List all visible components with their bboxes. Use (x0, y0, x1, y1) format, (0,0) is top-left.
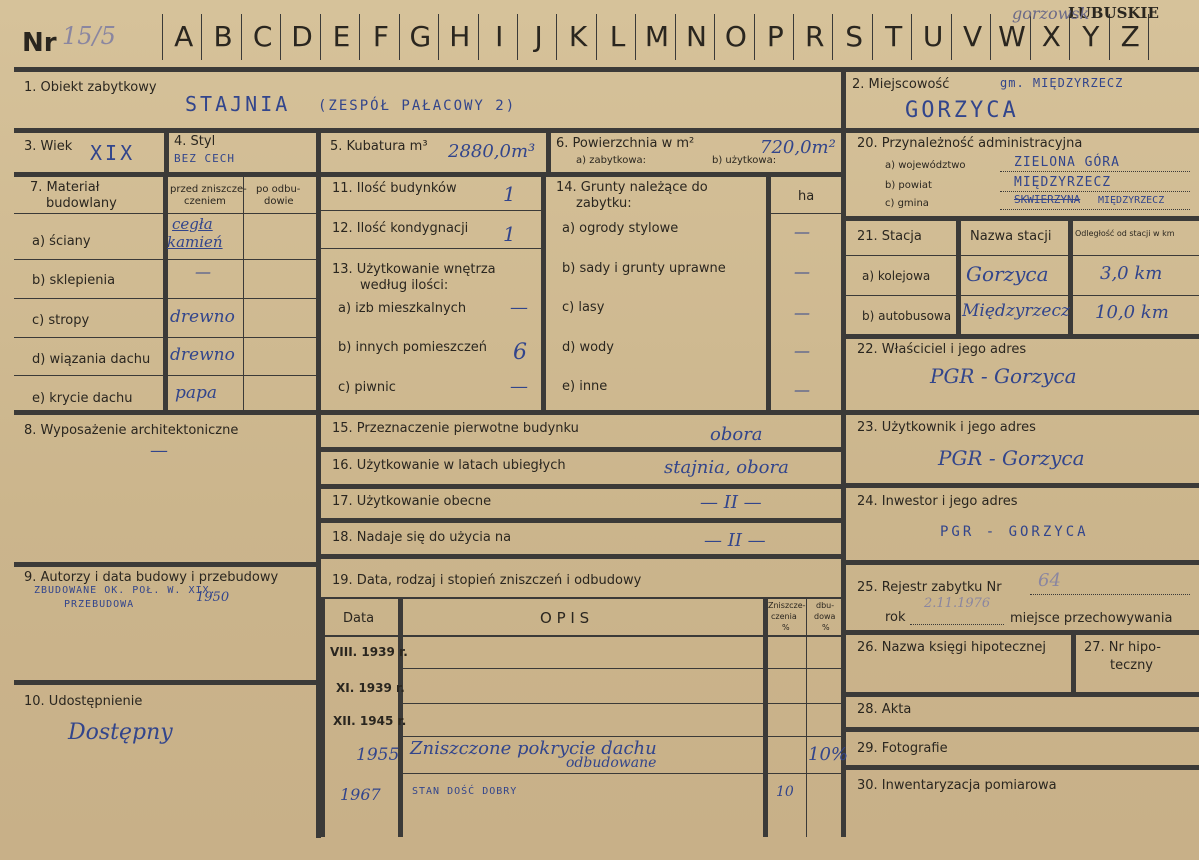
f12-label: 12. Ilość kondygnacji (332, 221, 469, 236)
f25-miejsce: miejsce przechowywania (1010, 611, 1173, 626)
alphabet-divider (793, 14, 794, 60)
f19-row2-date: XI. 1939 r. (336, 681, 405, 695)
f7-row-b-value: — (195, 262, 211, 281)
f8-value: — (150, 440, 168, 461)
f19-col-od2: dowa (814, 612, 836, 621)
alphabet-divider (951, 14, 952, 60)
f20-a-value: ZIELONA GÓRA (1014, 155, 1120, 170)
alphabet-divider (201, 14, 202, 60)
f13-b-label: b) innych pomieszczeń (338, 340, 488, 355)
f3-value: XIX (90, 141, 136, 165)
f19-col-zn3: % (782, 623, 790, 632)
f13-c-value: — (510, 376, 528, 397)
f19-row5-opis: STAN DOŚĆ DOBRY (412, 786, 518, 797)
f19-label: 19. Data, rodzaj i stopień zniszczeń i odbudowy (332, 573, 642, 588)
f7-row-a-value: cegła (172, 215, 213, 233)
f27-label1: 27. Nr hipo- (1084, 640, 1161, 655)
f7-row-d-label: d) wiązania dachu (32, 352, 151, 367)
f19-row4-date: 1955 (356, 745, 400, 765)
f4-label: 4. Styl (174, 134, 216, 149)
region-handwriting: gorzowsk (1012, 4, 1090, 23)
f20-c-note: MIĘDZYRZECZ (1098, 195, 1165, 206)
f21-label: 21. Stacja (857, 229, 922, 244)
f14-row-b-value: — (794, 262, 810, 281)
f2-label: 2. Miejscowość (852, 77, 950, 92)
f6-sub-a: a) zabytkowa: (576, 155, 646, 166)
alphabet-letter-k: K (568, 20, 588, 53)
f29-label: 29. Fotografie (857, 741, 948, 756)
nr-label: Nr (22, 28, 57, 58)
f16-label: 16. Użytkowanie w latach ubiegłych (332, 458, 566, 473)
alphabet-letter-s: S (845, 20, 864, 53)
f24-label: 24. Inwestor i jego adres (857, 494, 1018, 509)
f13-a-value: — (510, 297, 528, 318)
alphabet-divider (556, 14, 557, 60)
f6-value: 720,0m² (760, 137, 836, 158)
f17-value: — II — (700, 492, 762, 513)
f14-label1: 14. Grunty należące do (556, 180, 708, 195)
alphabet-letter-e: E (332, 20, 351, 53)
alphabet-letter-n: N (685, 20, 707, 53)
alphabet-divider (517, 14, 518, 60)
f7-row-e-value: papa (175, 383, 218, 403)
alphabet-letter-t: T (885, 20, 903, 53)
f22-label: 22. Właściciel i jego adres (857, 342, 1027, 357)
f19-col-opis: O P I S (540, 609, 590, 627)
f19-col-od3: % (822, 623, 830, 632)
f7-label2: budowlany (46, 196, 117, 211)
f14-unit: ha (798, 189, 815, 204)
f13-c-label: c) piwnic (338, 380, 396, 395)
f19-row4-zn: 10% (808, 744, 849, 765)
alphabet-letter-v: V (962, 20, 983, 53)
f1-label: 1. Obiekt zabytkowy (24, 80, 157, 95)
f25-rok-label: rok (885, 610, 906, 625)
nr-value: 15/5 (62, 22, 116, 50)
f13-b-value: 6 (513, 340, 527, 365)
f5-value: 2880,0m³ (448, 141, 536, 162)
f14-row-a-label: a) ogrody stylowe (562, 221, 679, 236)
f20-c-value: SKWIERZYNA (1014, 193, 1081, 206)
f19-row4-opis: Zniszczone pokrycie dachu (410, 738, 657, 759)
f25-label: 25. Rejestr zabytku Nr (857, 580, 1002, 595)
f23-label: 23. Użytkownik i jego adres (857, 420, 1036, 435)
f18-label: 18. Nadaje się do użycia na (332, 530, 512, 545)
alphabet-divider (990, 14, 991, 60)
f21-a-label: a) kolejowa (862, 269, 931, 283)
alphabet-letter-z: Z (1120, 20, 1140, 53)
alphabet-letter-m: M (644, 20, 670, 53)
f21-a-km: 3,0 km (1100, 263, 1163, 284)
f20-c-label: c) gmina (885, 198, 929, 209)
f21-b-name: Międzyrzecz (962, 301, 1070, 321)
f12-value: 1 (503, 222, 516, 246)
f17-label: 17. Użytkowanie obecne (332, 494, 492, 509)
f21-a-name: Gorzyca (966, 262, 1049, 286)
f1-value: STAJNIA (185, 92, 291, 116)
f30-label: 30. Inwentaryzacja pomiarowa (857, 778, 1057, 793)
f21-b-label: b) autobusowa (862, 309, 952, 323)
f14-row-b-label: b) sady i grunty uprawne (562, 261, 726, 276)
alphabet-letter-y: Y (1082, 20, 1100, 53)
alphabet-divider (478, 14, 479, 60)
f10-value: Dostępny (68, 720, 173, 745)
f14-row-e-value: — (794, 380, 810, 399)
f19-row4-opis2: odbudowane (566, 755, 657, 771)
alphabet-letter-x: X (1041, 20, 1061, 53)
f9-label: 9. Autorzy i data budowy i przebudowy (24, 570, 279, 585)
alphabet-letter-r: R (805, 20, 825, 53)
alphabet-letter-u: U (922, 20, 944, 53)
f14-row-d-label: d) wody (562, 340, 614, 355)
f7-row-e-label: e) krycie dachu (32, 391, 133, 406)
f19-row3-date: XII. 1945 r. (333, 714, 407, 728)
f7-row-a-value2: kamień (167, 233, 223, 251)
f13-a-label: a) izb mieszkalnych (338, 301, 467, 316)
f19-col-zn1: Zniszcze- (768, 601, 806, 610)
f22-value: PGR - Gorzyca (930, 364, 1077, 388)
f7-col1a: przed zniszcze- (170, 184, 247, 195)
f19-col-zn2: czenia (771, 612, 797, 621)
f7-col2b: dowie (264, 196, 294, 207)
f2-value: GORZYCA (905, 98, 1019, 123)
f14-row-d-value: — (794, 341, 810, 360)
alphabet-letter-f: F (372, 20, 389, 53)
alphabet-divider (320, 14, 321, 60)
f2-note: gm. MIĘDZYRZECZ (1000, 76, 1124, 90)
f27-label2: teczny (1110, 658, 1153, 673)
f25-rok-value: 2.11.1976 (924, 596, 991, 611)
f19-row5-date: 1967 (340, 785, 381, 804)
alphabet-divider (399, 14, 400, 60)
f9-value3: 1950 (196, 590, 230, 605)
alphabet-divider (438, 14, 439, 60)
f13-label2: według ilości: (360, 278, 449, 293)
f4-value: BEZ CECH (174, 152, 235, 165)
f7-label1: 7. Materiał (30, 180, 100, 195)
f18-value: — II — (704, 530, 766, 551)
f9-value2: PRZEBUDOWA (64, 599, 135, 610)
f21-b-km: 10,0 km (1095, 302, 1169, 323)
alphabet-divider (359, 14, 360, 60)
f14-row-c-value: — (794, 303, 810, 322)
f11-label: 11. Ilość budynków (332, 181, 457, 196)
f7-row-a-label: a) ściany (32, 234, 91, 249)
f28-label: 28. Akta (857, 702, 912, 717)
f19-col-od1: dbu- (816, 601, 835, 610)
alphabet-letter-w: W (998, 20, 1026, 53)
f1-value2: (ZESPÓŁ PAŁACOWY 2) (318, 98, 517, 114)
f21-col2: Nazwa stacji (970, 229, 1052, 244)
f20-a-label: a) województwo (885, 160, 966, 171)
f26-label: 26. Nazwa księgi hipotecznej (857, 640, 1046, 655)
f25-nr-value: 64 (1038, 570, 1061, 591)
alphabet-letter-p: P (766, 20, 784, 53)
f3-label: 3. Wiek (24, 139, 73, 154)
alphabet-divider (596, 14, 597, 60)
alphabet-letter-b: B (213, 20, 233, 53)
alphabet-letter-h: H (449, 20, 471, 53)
f10-label: 10. Udostępnienie (24, 694, 143, 709)
alphabet-letter-i: I (495, 20, 504, 53)
alphabet-divider (241, 14, 242, 60)
f15-label: 15. Przeznaczenie pierwotne budynku (332, 421, 579, 436)
f7-col1b: czeniem (184, 196, 226, 207)
alphabet-divider (872, 14, 873, 60)
alphabet-divider (714, 14, 715, 60)
f7-row-b-label: b) sklepienia (32, 273, 116, 288)
f7-row-c-value: drewno (170, 307, 235, 327)
f21-col3: Odległość od stacji w km (1075, 229, 1175, 238)
f15-value: obora (710, 424, 763, 445)
alphabet-divider (832, 14, 833, 60)
f23-value: PGR - Gorzyca (938, 446, 1085, 470)
f11-value: 1 (503, 182, 516, 206)
alphabet-letter-a: A (174, 20, 194, 53)
f20-label: 20. Przynależność administracyjna (857, 136, 1083, 151)
alphabet-divider (280, 14, 281, 60)
alphabet-letter-c: C (252, 20, 273, 53)
alphabet-letter-g: G (409, 20, 432, 53)
f6-sub-b: b) użytkowa: (712, 155, 777, 166)
f14-row-a-value: — (794, 222, 810, 241)
f13-label1: 13. Użytkowanie wnętrza (332, 262, 496, 277)
f7-row-c-label: c) stropy (32, 313, 90, 328)
alphabet-letter-d: D (291, 20, 313, 53)
f14-row-e-label: e) inne (562, 379, 608, 394)
f8-label: 8. Wyposażenie architektoniczne (24, 423, 239, 438)
f20-b-label: b) powiat (885, 180, 932, 191)
f19-col-data: Data (343, 611, 375, 626)
alphabet-divider (754, 14, 755, 60)
alphabet-divider (911, 14, 912, 60)
alphabet-divider (162, 14, 163, 60)
f9-value1: ZBUDOWANE OK. POŁ. W. XIX. (34, 585, 217, 596)
f20-b-value: MIĘDZYRZECZ (1014, 175, 1112, 190)
f19-row1-date: VIII. 1939 r. (330, 645, 408, 659)
f24-value: PGR - GORZYCA (940, 524, 1089, 540)
f5-label: 5. Kubatura m³ (330, 139, 428, 154)
alphabet-letter-l: L (609, 20, 626, 53)
f14-label2: zabytku: (576, 196, 632, 211)
f7-row-d-value: drewno (170, 345, 235, 365)
alphabet-divider (675, 14, 676, 60)
f6-label: 6. Powierzchnia w m² (556, 136, 695, 151)
f19-row5-zn: 10 (776, 784, 794, 800)
alphabet-divider (635, 14, 636, 60)
alphabet-letter-o: O (724, 20, 747, 53)
alphabet-letter-j: J (534, 20, 543, 53)
f16-value: stajnia, obora (664, 457, 789, 478)
f14-row-c-label: c) lasy (562, 300, 605, 315)
f7-col2a: po odbu- (256, 184, 301, 195)
region-stamp: LUBUSKIE (1068, 4, 1159, 22)
